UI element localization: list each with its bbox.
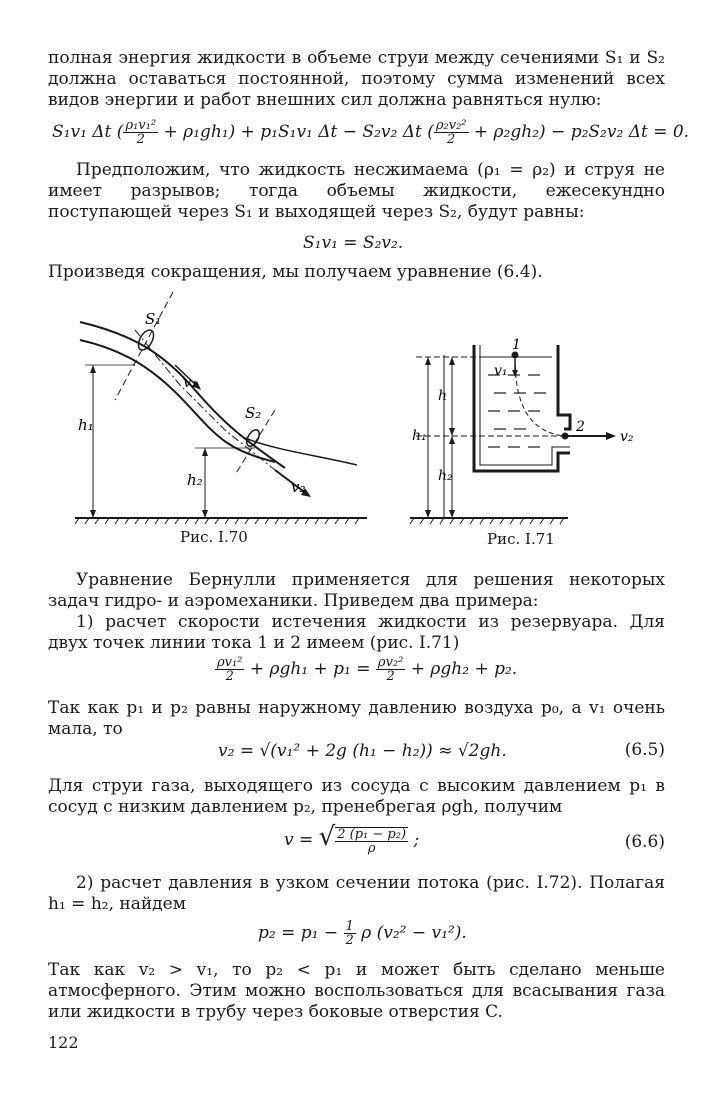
eq6-fraction-numerator: 1 <box>345 919 354 934</box>
fig70-label-h1: h₁ <box>78 416 94 434</box>
paragraph-8: 2) расчет давления в узком сечении потока (рис. I.72). Полагая h₁ = h₂, найдем <box>48 873 665 914</box>
fig71-h2-arrow-bottom <box>449 510 455 518</box>
eq1-fraction-2-denominator: 2 <box>447 132 456 147</box>
fig70-stream-lower <box>80 340 275 462</box>
fig70-label-s1: S₁ <box>145 310 162 328</box>
equation-bernoulli-points <box>215 656 517 683</box>
eq1-fraction-1-denominator: 2 <box>136 132 145 147</box>
fig70-stream-upper <box>80 322 285 468</box>
caption-fig-i71: Рис. I.71 <box>487 530 555 548</box>
paragraph-3: Произведя сокращения, мы получаем уравнение (6.4). <box>48 262 543 282</box>
equation-number-6-6: (6.6) <box>624 832 665 852</box>
eq5-fraction-numerator: 2 (p₁ − p₂) <box>337 826 407 842</box>
eq1-fraction-2-numerator: ρ₂v₂² <box>435 118 467 133</box>
fig70-label-s2: S₂ <box>245 404 262 422</box>
equation-number-6-5: (6.5) <box>624 740 665 760</box>
fig71-label-h: h <box>438 388 448 404</box>
eq3-fraction-1-denominator: 2 <box>225 669 234 684</box>
fig71-h-arrow-bottom <box>449 428 455 436</box>
page-number: 122 <box>48 1033 79 1052</box>
eq3-fraction-1 <box>215 656 244 683</box>
equation-energy-balance: S₁v₁ Δt ( $\frac{\text{ρ₁v₁²}}{2}$ + ρ₁gh₁) + p₁S₁v₁ Δt − S₂v₂ Δt ( $\frac{\text{ρ₂v₂²}}{2}$ + ρ₂gh₂) − p₂S₂v₂ Δt = 0. <box>52 118 690 147</box>
fig71-tank-right-wall <box>558 345 570 429</box>
paragraph-1: полная энергия жидкости в объеме струи между сечениями S₁ и S₂ должна оставаться постоянной, поэтому сумма изменений всех видов энергии и работ внешних сил должна равняться нулю: <box>48 48 665 110</box>
paragraph-9: Так как v₂ > v₁, то p₂ < p₁ и может быть сделано меньше атмосферного. Этим можно воспользоваться для всасывания газа или жидкости в трубу через боковые отверстия C. <box>48 960 665 1022</box>
paragraph-4: Уравнение Бернулли применяется для решения некоторых задач гидро- и аэромеханики. Приведем два примера: <box>48 570 665 611</box>
eq5-term-b: ; <box>413 830 420 850</box>
eq6-term-a: p₂ = p₁ − <box>258 923 339 943</box>
fig70-s1-cross-section <box>135 327 156 352</box>
eq5-fraction <box>335 827 408 855</box>
paragraph-6: Так как p₁ и p₂ равны наружному давлению воздуха p₀, а v₁ очень мала, то <box>48 698 665 739</box>
fig71-label-2: 2 <box>576 419 585 435</box>
fig71-label-h2: h₂ <box>438 468 453 484</box>
eq1-fraction-1-numerator: ρ₁v₁² <box>125 118 157 133</box>
fig71-label-v2: v₂ <box>620 429 634 445</box>
equation-continuity: S₁v₁ = S₂v₂. <box>303 233 404 253</box>
eq1-fraction-2 <box>434 119 469 146</box>
fig70-h1-arrow-bottom <box>90 510 96 518</box>
fig71-h-arrow-top <box>449 357 455 365</box>
eq3-fraction-2-numerator: ρv₂² <box>377 655 404 670</box>
eq1-fraction-1 <box>123 119 158 146</box>
eq1-term-d: + ρ₂gh₂ <box>473 122 540 142</box>
fig71-h2-arrow-top <box>449 436 455 444</box>
eq3-term-b: + ρgh₂ + p₂. <box>410 659 518 679</box>
eq5-fraction-denominator: ρ <box>367 840 376 856</box>
fig70-label-h2: h₂ <box>187 471 203 489</box>
fig70-s2-cross-section <box>244 428 262 449</box>
eq6-term-b: ρ (v₂² − v₁²). <box>361 923 467 943</box>
fig71-tank-outer-wall <box>474 345 570 471</box>
paragraph-5: 1) расчет скорости истечения жидкости из резервуара. Для двух точек линии тока 1 и 2 имеем (рис. I.71) <box>48 612 665 653</box>
equation-outflow-speed: v₂ = √(v₁² + 2g (h₁ − h₂)) ≈ √2gh. <box>218 741 507 761</box>
eq6-fraction <box>344 920 356 947</box>
fig70-h2-arrow-bottom <box>202 510 208 518</box>
eq3-fraction-1-numerator: ρv₁² <box>217 655 243 670</box>
fig71-v1-arrowhead <box>512 370 518 377</box>
eq1-term-a: S₁v₁ Δt <box>52 122 112 142</box>
equation-narrow-section-pressure <box>258 920 467 947</box>
paragraph-7: Для струи газа, выходящего из сосуда с высоким давлением p₁ в сосуд с низким давлением p₂, пренебрегая ρgh, получим <box>48 776 665 817</box>
figure-i71-tank-diagram <box>408 335 678 527</box>
eq1-term-c: + p₁S₁v₁ Δt − S₂v₂ Δt <box>240 122 422 142</box>
fig70-h1-arrow-top <box>90 365 96 373</box>
fig71-streamline <box>515 357 563 436</box>
equation-gas-jet <box>284 822 420 856</box>
fig70-s1-section-line <box>115 292 173 400</box>
eq1-term-e: − p₂S₂v₂ Δt = 0. <box>551 122 690 142</box>
paragraph-2: Предположим, что жидкость несжимаема (ρ₁ = ρ₂) и струя не имеет разрывов; тогда объемы жидкости, ежесекундно поступающей через S₁ и выходящей через S₂, будут равны: <box>48 160 665 222</box>
fig70-label-v1: v₁ <box>183 373 198 391</box>
fig71-h1-arrow-bottom <box>425 510 431 518</box>
eq3-fraction-2 <box>376 656 405 683</box>
eq1-term-b: + ρ₁gh₁ <box>163 122 229 142</box>
fig71-v2-arrowhead <box>606 432 616 440</box>
fig71-label-h1: h₁ <box>412 428 427 444</box>
fig70-label-v2: v₂ <box>291 478 306 496</box>
eq6-fraction-denominator: 2 <box>345 933 354 948</box>
fig70-h2-arrow-top <box>202 448 208 456</box>
figure-i70-jet-diagram <box>75 290 375 525</box>
fig71-label-1: 1 <box>512 337 521 353</box>
sqrt-symbol: √ <box>318 822 336 852</box>
fig71-label-v1: v₁ <box>494 363 508 379</box>
eq3-fraction-2-denominator: 2 <box>386 669 395 684</box>
eq5-term-a: v = <box>284 830 314 850</box>
caption-fig-i70: Рис. I.70 <box>180 528 248 546</box>
eq3-term-a: + ρgh₁ + p₁ = <box>249 659 371 679</box>
fig71-h1-arrow-top <box>425 357 431 365</box>
